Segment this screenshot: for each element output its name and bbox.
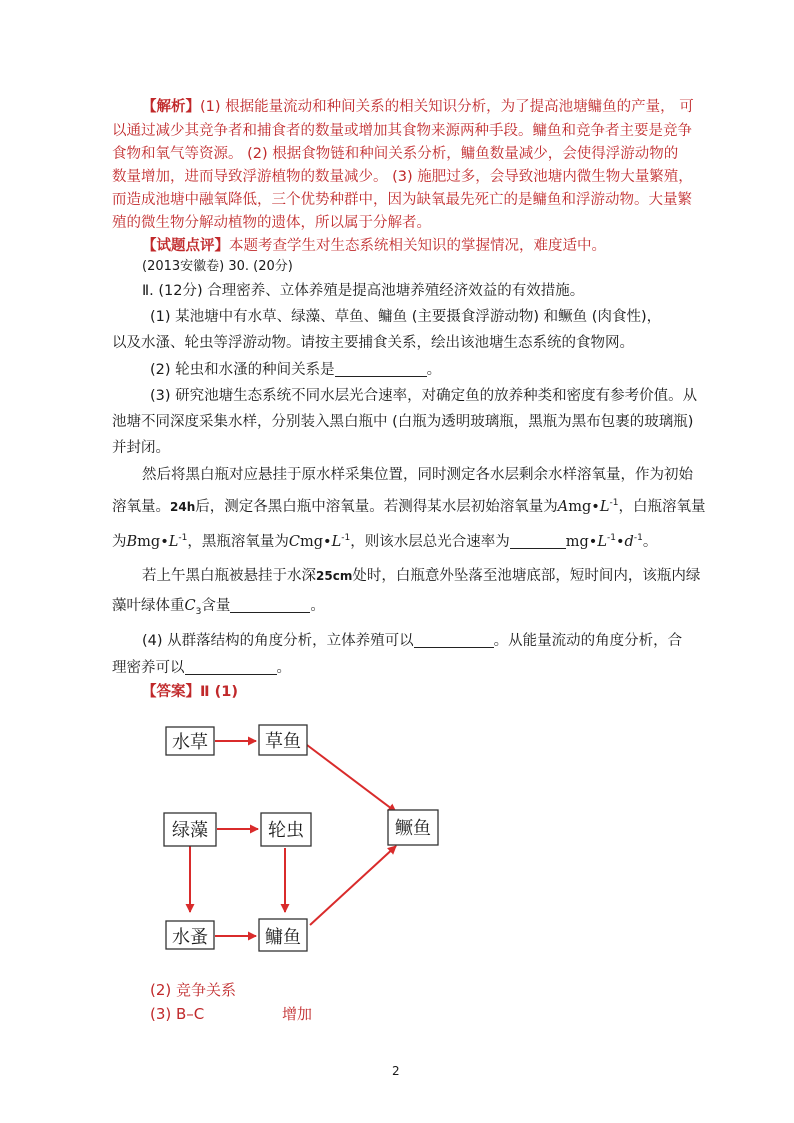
unit-mg-d: mg <box>565 534 589 550</box>
exp-e: -1 <box>633 533 643 544</box>
analysis-tag: 【解析】 <box>142 99 200 115</box>
exp-b: -1 <box>178 533 188 544</box>
source-line: (2013安徽卷) 30. (20分) <box>142 259 293 274</box>
unit-l-b: L <box>168 534 179 550</box>
page-number: 2 <box>392 1064 400 1078</box>
var-c: C <box>288 534 300 550</box>
var-c3: C <box>184 598 196 614</box>
q3g-text-3: 处时，白瓶意外坠落至池塘底部，短时间内，该瓶内绿 <box>352 568 701 584</box>
unit-d: d <box>624 534 634 550</box>
exp: -1 <box>609 498 619 509</box>
q3h-text-1: 藻叶绿体重 <box>112 598 185 614</box>
exp-c: -1 <box>341 533 351 544</box>
question-3b: 池塘不同深度采集水样，分别装入黑白瓶中 (白瓶为透明玻璃瓶，黑瓶为黑布包裹的玻璃瓶) <box>112 414 694 430</box>
period-3h: 。 <box>310 598 325 614</box>
q4b-text: 。从能量流动的角度分析，合 <box>493 633 683 649</box>
q3f-text-1: 为 <box>112 534 127 550</box>
q4c-text: 理密养可以 <box>112 660 185 676</box>
node-lvzao: 绿藻 <box>172 820 208 841</box>
period-4: 。 <box>276 660 291 676</box>
q3g-text-1: 若上午黑白瓶被悬挂于水深 <box>142 568 316 584</box>
node-shuizao: 水蚤 <box>172 927 208 948</box>
var-b: B <box>126 534 138 550</box>
question-1b: 以及水溞、轮虫等浮游动物。请按主要捕食关系，绘出该池塘生态系统的食物网。 <box>112 335 634 351</box>
sub-3: 3 <box>195 606 202 617</box>
unit-mg-b: mg <box>137 534 161 550</box>
q4a-text: (4) 从群落结构的角度分析，立体养殖可以 <box>142 633 414 649</box>
answer-tag: 【答案】 <box>142 684 200 700</box>
var-a: A <box>557 499 569 515</box>
question-3f: 为$Bmg•L^{-1}$，黑瓶溶氧量为$Cmg•L^{-1}$，则该水层总光合速率为 $mg•L^{-1}•d^{-1}$。 <box>112 533 658 550</box>
analysis-line-6: 殖的微生物分解动植物的遗体，所以属于分解者。 <box>112 215 431 231</box>
arrow-caoyu-guiyu <box>307 745 396 812</box>
q3e-duration: 24h <box>170 500 196 514</box>
question-3a: (3) 研究池塘生态系统不同水层光合速率，对确定鱼的放养种类和密度有参考价值。从 <box>150 388 698 404</box>
answer-3b: 增加 <box>282 1005 313 1023</box>
answer-part: Ⅱ (1) <box>200 684 238 700</box>
exp-d: -1 <box>606 533 616 544</box>
q3h-text-2: 含量 <box>201 598 231 614</box>
question-1a: (1) 某池塘中有水草、绿藻、草鱼、鳙鱼 (主要摄食浮游动物) 和鳜鱼 (肉食性)， <box>150 309 662 325</box>
unit-l-c: L <box>331 534 342 550</box>
analysis-text-1: (1) 根据能量流动和种间关系的相关知识分析，为了提高池塘鳙鱼的产量， 可 <box>200 99 694 115</box>
unit-l: L <box>599 499 610 515</box>
node-caoyu: 草鱼 <box>265 731 301 752</box>
node-guiyu: 鳜鱼 <box>395 818 431 839</box>
q3e-text-3: 后，测定各黑白瓶中溶氧量。若测得某水层初始溶氧量为 <box>195 499 558 515</box>
question-2-text: (2) 轮虫和水溞的种间关系是 <box>150 362 335 378</box>
node-lunchong: 轮虫 <box>268 820 304 841</box>
unit-mg-c: mg <box>300 534 324 550</box>
q3e-text-1: 溶氧量。 <box>112 499 170 515</box>
node-shuicao: 水草 <box>172 732 208 753</box>
q3f-text-2: ，黑瓶溶氧量为 <box>187 534 289 550</box>
q3f-text-3: ，则该水层总光合速率为 <box>350 534 510 550</box>
comment-text: 本题考查学生对生态系统相关知识的掌握情况，难度适中。 <box>229 238 606 254</box>
question-intro: Ⅱ. (12分) 合理密养、立体养殖是提高池塘养殖经济效益的有效措施。 <box>142 283 585 299</box>
answer-2: (2) 竞争关系 <box>150 981 237 999</box>
node-yongyu: 鳙鱼 <box>265 927 301 948</box>
unit-l-d: L <box>597 534 607 550</box>
q3g-depth: 25cm <box>316 569 353 583</box>
period-3f: 。 <box>642 534 658 550</box>
analysis-line-4: 数量增加，进而导致浮游植物的数量减少。 (3) 施肥过多，会导致池塘内微生物大量繁殖， <box>112 169 693 185</box>
comment-tag: 【试题点评】 <box>142 238 229 254</box>
question-3d: 然后将黑白瓶对应悬挂于原水样采集位置，同时测定各水层剩余水样溶氧量，作为初始 <box>142 467 693 483</box>
question-3e: 溶氧量。24h后，测定各黑白瓶中溶氧量。若测得某水层初始溶氧量为$Amg•L^{-1}$，白瓶溶氧量 <box>112 498 706 515</box>
answer-3: (3) B–C <box>150 1005 205 1023</box>
analysis-line-5: 而造成池塘中融氧降低，三个优势种群中，因为缺氧最先死亡的是鳙鱼和浮游动物。大量繁 <box>112 192 692 208</box>
analysis-line-2: 以通过减少其竞争者和捕食者的数量或增加其食物来源两种手段。鳙鱼和竞争者主要是竞争 <box>112 123 692 139</box>
q3e-text-4: ，白瓶溶氧量 <box>618 499 706 515</box>
analysis-line-3: 食物和氧气等资源。 (2) 根据食物链和种间关系分析，鳙鱼数量减少，会使得浮游动物的 <box>112 146 679 162</box>
question-3c: 并封闭。 <box>112 440 170 456</box>
unit-mg: mg <box>568 499 592 515</box>
arrow-yongyu-guiyu <box>310 846 396 925</box>
period: 。 <box>426 362 442 378</box>
